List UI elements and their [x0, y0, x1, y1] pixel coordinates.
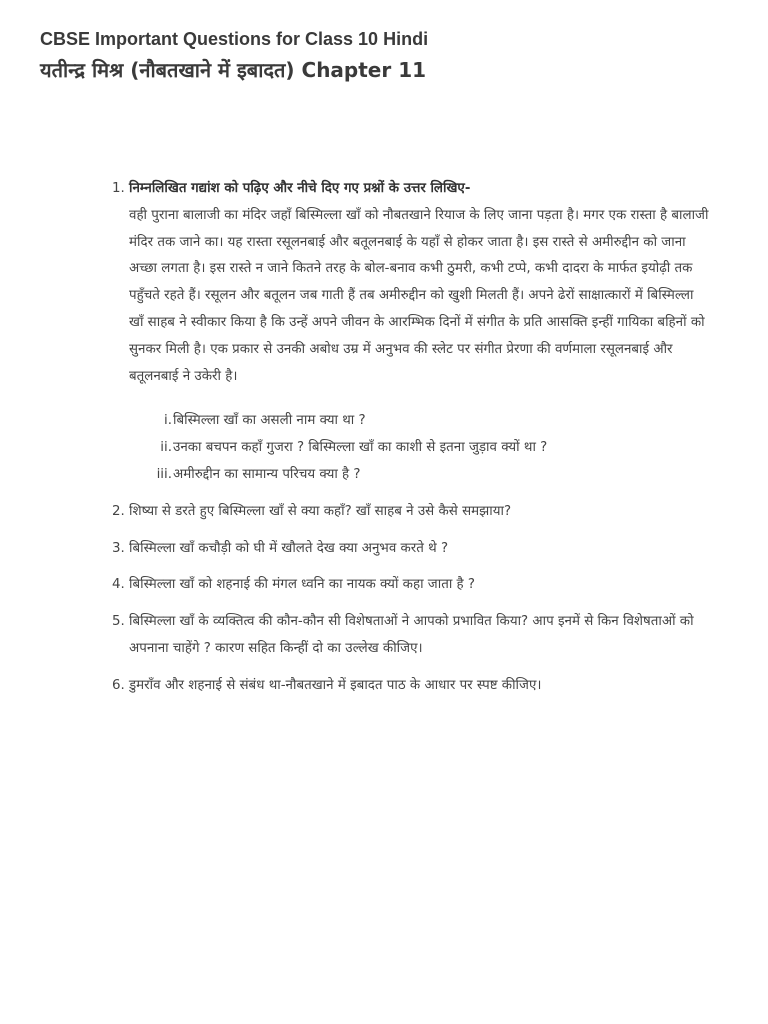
question-6	[112, 673, 712, 700]
question-list	[112, 176, 712, 700]
chapter-title: यतीन्द्र मिश्र (नौबतखाने में इबादत) Chapter 11	[40, 58, 427, 82]
question-text: बिस्मिल्ला खाँ के व्यक्तित्व की कौन-कौन सी विशेषताओं ने आपको प्रभावित किया? आप इनमें से किन विशेषताओं को अपनाना चाहेंगे ? कारण सहित किन्हीं दो का उल्लेख कीजिए।	[129, 614, 694, 656]
subquestion-number: i.	[164, 413, 172, 429]
subquestion-number: ii.	[160, 440, 172, 456]
question-number: 2.	[112, 503, 125, 519]
document-title: CBSE Important Questions for Class 10 Hindi	[40, 29, 429, 49]
question-2	[112, 499, 712, 526]
question-4	[112, 572, 712, 599]
question-text: बिस्मिल्ला खाँ कचौड़ी को घी में खौलते देख क्या अनुभव करते थे ?	[129, 540, 449, 556]
question-number: 5.	[112, 614, 125, 630]
question-number: 6.	[112, 677, 125, 693]
question-number: 3.	[112, 540, 125, 556]
subquestion-text: उनका बचपन कहाँ गुजरा ? बिस्मिल्ला खाँ का काशी से इतना जुड़ाव क्यों था ?	[173, 440, 548, 456]
subquestion-1	[129, 408, 712, 435]
question-text: डुमराँव और शहनाई से संबंध था-नौबतखाने में इबादत पाठ के आधार पर स्पष्ट कीजिए।	[129, 677, 542, 693]
question-3	[112, 536, 712, 563]
question-number: 4.	[112, 577, 125, 593]
passage-text: वही पुराना बालाजी का मंदिर जहाँ बिस्मिल्ला खाँ को नौबतखाने रियाज के लिए जाना पड़ता है। मगर एक रास्ता है बालाजी मंदिर तक जाने का। यह रास्ता रसूलनबाई और बतूलनबाई के यहाँ से होकर जाता है। इस रास्ते से अमीरुद्दीन को जाना अच्छा लगता है। इस रास्ते न जाने कितने तरह के बोल-बनाव कभी ठुमरी, कभी टप्पे, कभी दादरा के मार्फत इयोढ़ी तक पहुँचते रहते हैं। रसूलन और बतूलन जब गाती हैं तब अमीरुद्दीन को खुशी मिलती हैं। अपने ढेरों साक्षात्कारों में बिस्मिल्ला खाँ साहब ने स्वीकार किया है कि उन्हें अपने जीवन के आरम्भिक दिनों में संगीत के प्रति आसक्ति इन्हीं गायिका बहिनों को सुनकर मिली है। एक प्रकार से उनकी अबोध उम्र में अनुभव की स्लेट पर संगीत प्रेरणा की वर्णमाला रसूलनबाई और बतूलनबाई ने उकेरी है।	[129, 207, 709, 384]
question-1	[112, 176, 712, 489]
question-text: शिष्या से डरते हुए बिस्मिल्ला खाँ से क्या कहाँ? खाँ साहब ने उसे कैसे समझाया?	[129, 503, 512, 519]
question-5	[112, 609, 712, 663]
document-header	[40, 27, 740, 85]
subquestion-number: iii.	[156, 466, 172, 482]
question-heading: निम्नलिखित गद्यांश को पढ़िए और नीचे दिए गए प्रश्नों के उत्तर लिखिए-	[129, 181, 471, 196]
subquestion-text: बिस्मिल्ला खाँ का असली नाम क्या था ?	[173, 413, 366, 429]
subquestion-3	[129, 462, 712, 489]
question-text: बिस्मिल्ला खाँ को शहनाई की मंगल ध्वनि का नायक क्यों कहा जाता है ?	[129, 577, 476, 593]
subquestion-text: अमीरुद्दीन का सामान्य परिचय क्या है ?	[173, 466, 361, 482]
question-number: 1.	[112, 181, 125, 196]
subquestion-list	[129, 408, 712, 488]
subquestion-2	[129, 435, 712, 462]
